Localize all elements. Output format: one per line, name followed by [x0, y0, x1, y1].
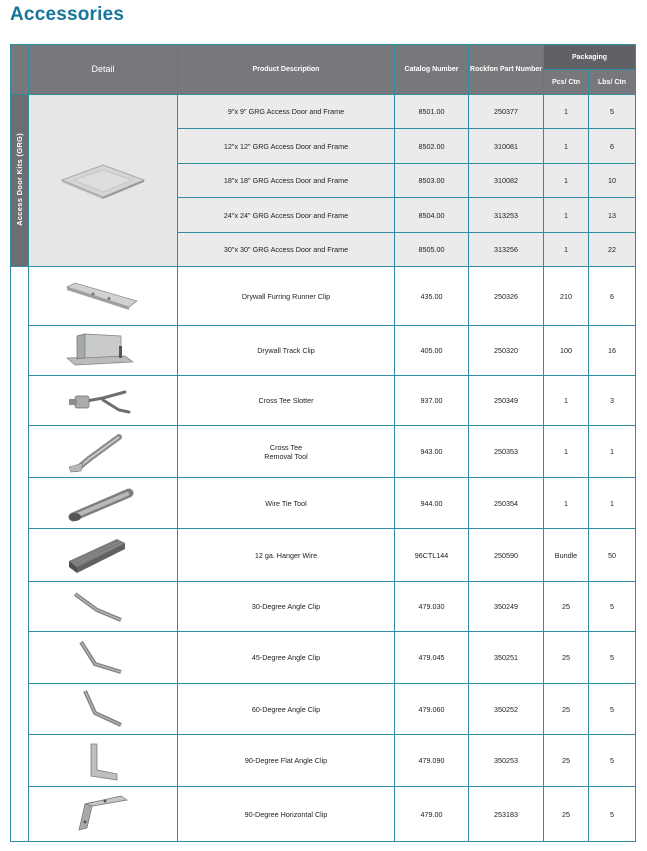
table-row: 30"x 30" GRG Access Door and Frame 8505.00 313256 1 22: [11, 233, 636, 267]
slotter-tool-icon: [63, 384, 143, 418]
header-rockfon: Rockfon Part Number: [469, 45, 544, 95]
header-catalog: Catalog Number: [395, 45, 469, 95]
table-row: 90-Degree Flat Angle Clip 479.090 350253 25 5: [11, 735, 636, 787]
header-packaging: Packaging: [544, 45, 636, 70]
table-row: Wire Tie Tool 944.00 250354 1 1: [11, 478, 636, 529]
table-row: Access Door Kits (GRG) 9"x 9" GRG Access Door and Frame 8501.00 250377 1 5: [11, 95, 636, 129]
angle-clip-30-icon: [63, 588, 143, 626]
access-door-image: [29, 95, 178, 267]
product-image: [29, 529, 178, 582]
product-image: [29, 478, 178, 529]
accessories-table: [10, 44, 636, 842]
section-label-grg: Access Door Kits (GRG): [11, 95, 29, 267]
header-corner: [11, 45, 29, 95]
furring-runner-clip-icon: [63, 279, 143, 313]
product-image: [29, 326, 178, 376]
access-door-icon: [58, 161, 148, 201]
removal-tool-icon: [63, 431, 143, 473]
track-clip-icon: [63, 332, 143, 370]
header-detail: Detail: [29, 45, 178, 95]
table-row: Cross Tee Removal Tool 943.00 250353 1 1: [11, 426, 636, 478]
table-row: 90-Degree Horizontal Clip 479.00 253183 25 5: [11, 787, 636, 842]
product-image: [29, 684, 178, 735]
table-row: 30-Degree Angle Clip 479.030 350249 25 5: [11, 582, 636, 632]
angle-clip-60-icon: [63, 689, 143, 729]
table-row: Cross Tee Slotter 937.00 250349 1 3: [11, 376, 636, 426]
product-image: [29, 632, 178, 684]
table-row: Other Accessories Drywall Furring Runner Clip 435.00 250326 210 6: [11, 267, 636, 326]
wire-tie-tool-icon: [63, 483, 143, 523]
hanger-wire-icon: [63, 533, 143, 577]
horizontal-clip-90-icon: [63, 792, 143, 836]
header-pcs: Pcs/ Ctn: [544, 70, 589, 95]
table-row: 24"x 24" GRG Access Door and Frame 8504.00 313253 1 13: [11, 198, 636, 233]
product-image: [29, 735, 178, 787]
angle-clip-45-icon: [63, 638, 143, 678]
table-row: 12 ga. Hanger Wire 96CTL144 250590 Bundle 50: [11, 529, 636, 582]
header-description: Product Description: [178, 45, 395, 95]
flat-angle-clip-90-icon: [63, 740, 143, 782]
product-image: [29, 426, 178, 478]
table-row: 18"x 18" GRG Access Door and Frame 8503.00 310082 1 10: [11, 164, 636, 198]
table-row: 45-Degree Angle Clip 479.045 350251 25 5: [11, 632, 636, 684]
page-title: Accessories: [10, 4, 125, 25]
product-image: [29, 582, 178, 632]
header-lbs: Lbs/ Ctn: [589, 70, 636, 95]
table-row: 12"x 12" GRG Access Door and Frame 8502.00 310081 1 6: [11, 129, 636, 164]
table-row: 60-Degree Angle Clip 479.060 350252 25 5: [11, 684, 636, 735]
product-image: [29, 267, 178, 326]
table-row: Drywall Track Clip 405.00 250320 100 16: [11, 326, 636, 376]
product-image: [29, 787, 178, 842]
product-image: [29, 376, 178, 426]
section-label-other: Other Accessories: [11, 267, 29, 842]
